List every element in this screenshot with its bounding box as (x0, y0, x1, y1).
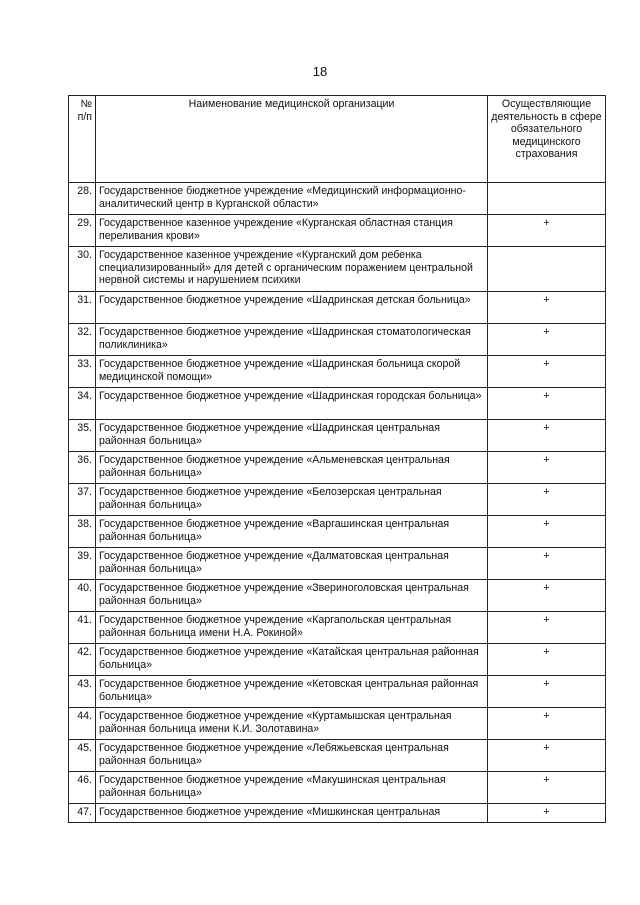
row-number: 44. (69, 708, 96, 740)
row-name: Государственное бюджетное учреждение «Шадринская стоматологическая поликлиника» (96, 324, 488, 356)
row-name: Государственное бюджетное учреждение «Альменевская центральная районная больница» (96, 452, 488, 484)
row-oms-mark: + (488, 676, 606, 708)
row-oms-mark (488, 247, 606, 292)
row-name: Государственное бюджетное учреждение «Медицинский информационно-аналитический центр в Курганской области» (96, 183, 488, 215)
header-oms-label: Осуществляющие деятельность в сфере обязательного медицинского страхования (491, 98, 602, 161)
row-number: 37. (69, 484, 96, 516)
row-number: 35. (69, 420, 96, 452)
table-row (69, 740, 606, 772)
row-oms-mark: + (488, 215, 606, 247)
table-row (69, 388, 606, 420)
table-row (69, 580, 606, 612)
table-row (69, 247, 606, 292)
row-name: Государственное бюджетное учреждение «Куртамышская центральная районная больница имени К.И. Золотавина» (96, 708, 488, 740)
table-header-row (69, 96, 606, 183)
row-oms-mark: + (488, 292, 606, 324)
row-oms-mark (488, 183, 606, 215)
medical-organizations-table (68, 95, 606, 823)
header-name (96, 96, 488, 183)
row-oms-mark: + (488, 452, 606, 484)
header-number-label: № п/п (77, 98, 92, 123)
row-number: 47. (69, 804, 96, 823)
row-number: 40. (69, 580, 96, 612)
row-number: 39. (69, 548, 96, 580)
row-name: Государственное бюджетное учреждение «Кетовская центральная районная больница» (96, 676, 488, 708)
row-number: 30. (69, 247, 96, 292)
row-number: 41. (69, 612, 96, 644)
row-name: Государственное казенное учреждение «Курганская областная станция переливания крови» (96, 215, 488, 247)
row-name: Государственное бюджетное учреждение «Далматовская центральная районная больница» (96, 548, 488, 580)
row-number: 36. (69, 452, 96, 484)
table-row (69, 548, 606, 580)
header-name-label: Наименование медицинской организации (188, 98, 395, 110)
row-name: Государственное казенное учреждение «Курганский дом ребенка специализированный» для детей с органическим поражением центральной нервной системы и нарушением психики (96, 247, 488, 292)
row-name: Государственное бюджетное учреждение «Каргапольская центральная районная больница имени Н.А. Рокиной» (96, 612, 488, 644)
row-oms-mark: + (488, 580, 606, 612)
row-name: Государственное бюджетное учреждение «Варгашинская центральная районная больница» (96, 516, 488, 548)
row-name: Государственное бюджетное учреждение «Белозерская центральная районная больница» (96, 484, 488, 516)
row-oms-mark: + (488, 356, 606, 388)
table-row (69, 183, 606, 215)
row-number: 38. (69, 516, 96, 548)
row-number: 46. (69, 772, 96, 804)
row-number: 32. (69, 324, 96, 356)
row-name: Государственное бюджетное учреждение «Макушинская центральная районная больница» (96, 772, 488, 804)
table-row (69, 676, 606, 708)
table-row (69, 644, 606, 676)
table-row (69, 772, 606, 804)
page-number: 18 (312, 64, 328, 79)
row-number: 31. (69, 292, 96, 324)
row-name: Государственное бюджетное учреждение «Шадринская детская больница» (96, 292, 488, 324)
row-number: 29. (69, 215, 96, 247)
row-name: Государственное бюджетное учреждение «Лебяжьевская центральная районная больница» (96, 740, 488, 772)
row-oms-mark: + (488, 804, 606, 823)
table-row (69, 612, 606, 644)
row-oms-mark: + (488, 644, 606, 676)
row-name: Государственное бюджетное учреждение «Звериноголовская центральная районная больница» (96, 580, 488, 612)
table-row (69, 420, 606, 452)
row-oms-mark: + (488, 772, 606, 804)
row-oms-mark: + (488, 612, 606, 644)
table-row (69, 484, 606, 516)
row-number: 43. (69, 676, 96, 708)
table-row (69, 452, 606, 484)
row-oms-mark: + (488, 516, 606, 548)
row-number: 45. (69, 740, 96, 772)
row-oms-mark: + (488, 740, 606, 772)
row-name: Государственное бюджетное учреждение «Мишкинская центральная (96, 804, 488, 823)
row-name: Государственное бюджетное учреждение «Шадринская городская больница» (96, 388, 488, 420)
row-oms-mark: + (488, 484, 606, 516)
table-row (69, 356, 606, 388)
row-number: 33. (69, 356, 96, 388)
header-number (69, 96, 96, 183)
row-oms-mark: + (488, 324, 606, 356)
table-row (69, 516, 606, 548)
row-number: 42. (69, 644, 96, 676)
row-oms-mark: + (488, 420, 606, 452)
table-row (69, 708, 606, 740)
header-oms (488, 96, 606, 183)
table-row (69, 804, 606, 823)
row-name: Государственное бюджетное учреждение «Шадринская больница скорой медицинской помощи» (96, 356, 488, 388)
row-name: Государственное бюджетное учреждение «Шадринская центральная районная больница» (96, 420, 488, 452)
row-oms-mark: + (488, 708, 606, 740)
table-row (69, 215, 606, 247)
table-row (69, 324, 606, 356)
table-row (69, 292, 606, 324)
row-name: Государственное бюджетное учреждение «Катайская центральная районная больница» (96, 644, 488, 676)
row-number: 28. (69, 183, 96, 215)
row-number: 34. (69, 388, 96, 420)
row-oms-mark: + (488, 388, 606, 420)
row-oms-mark: + (488, 548, 606, 580)
